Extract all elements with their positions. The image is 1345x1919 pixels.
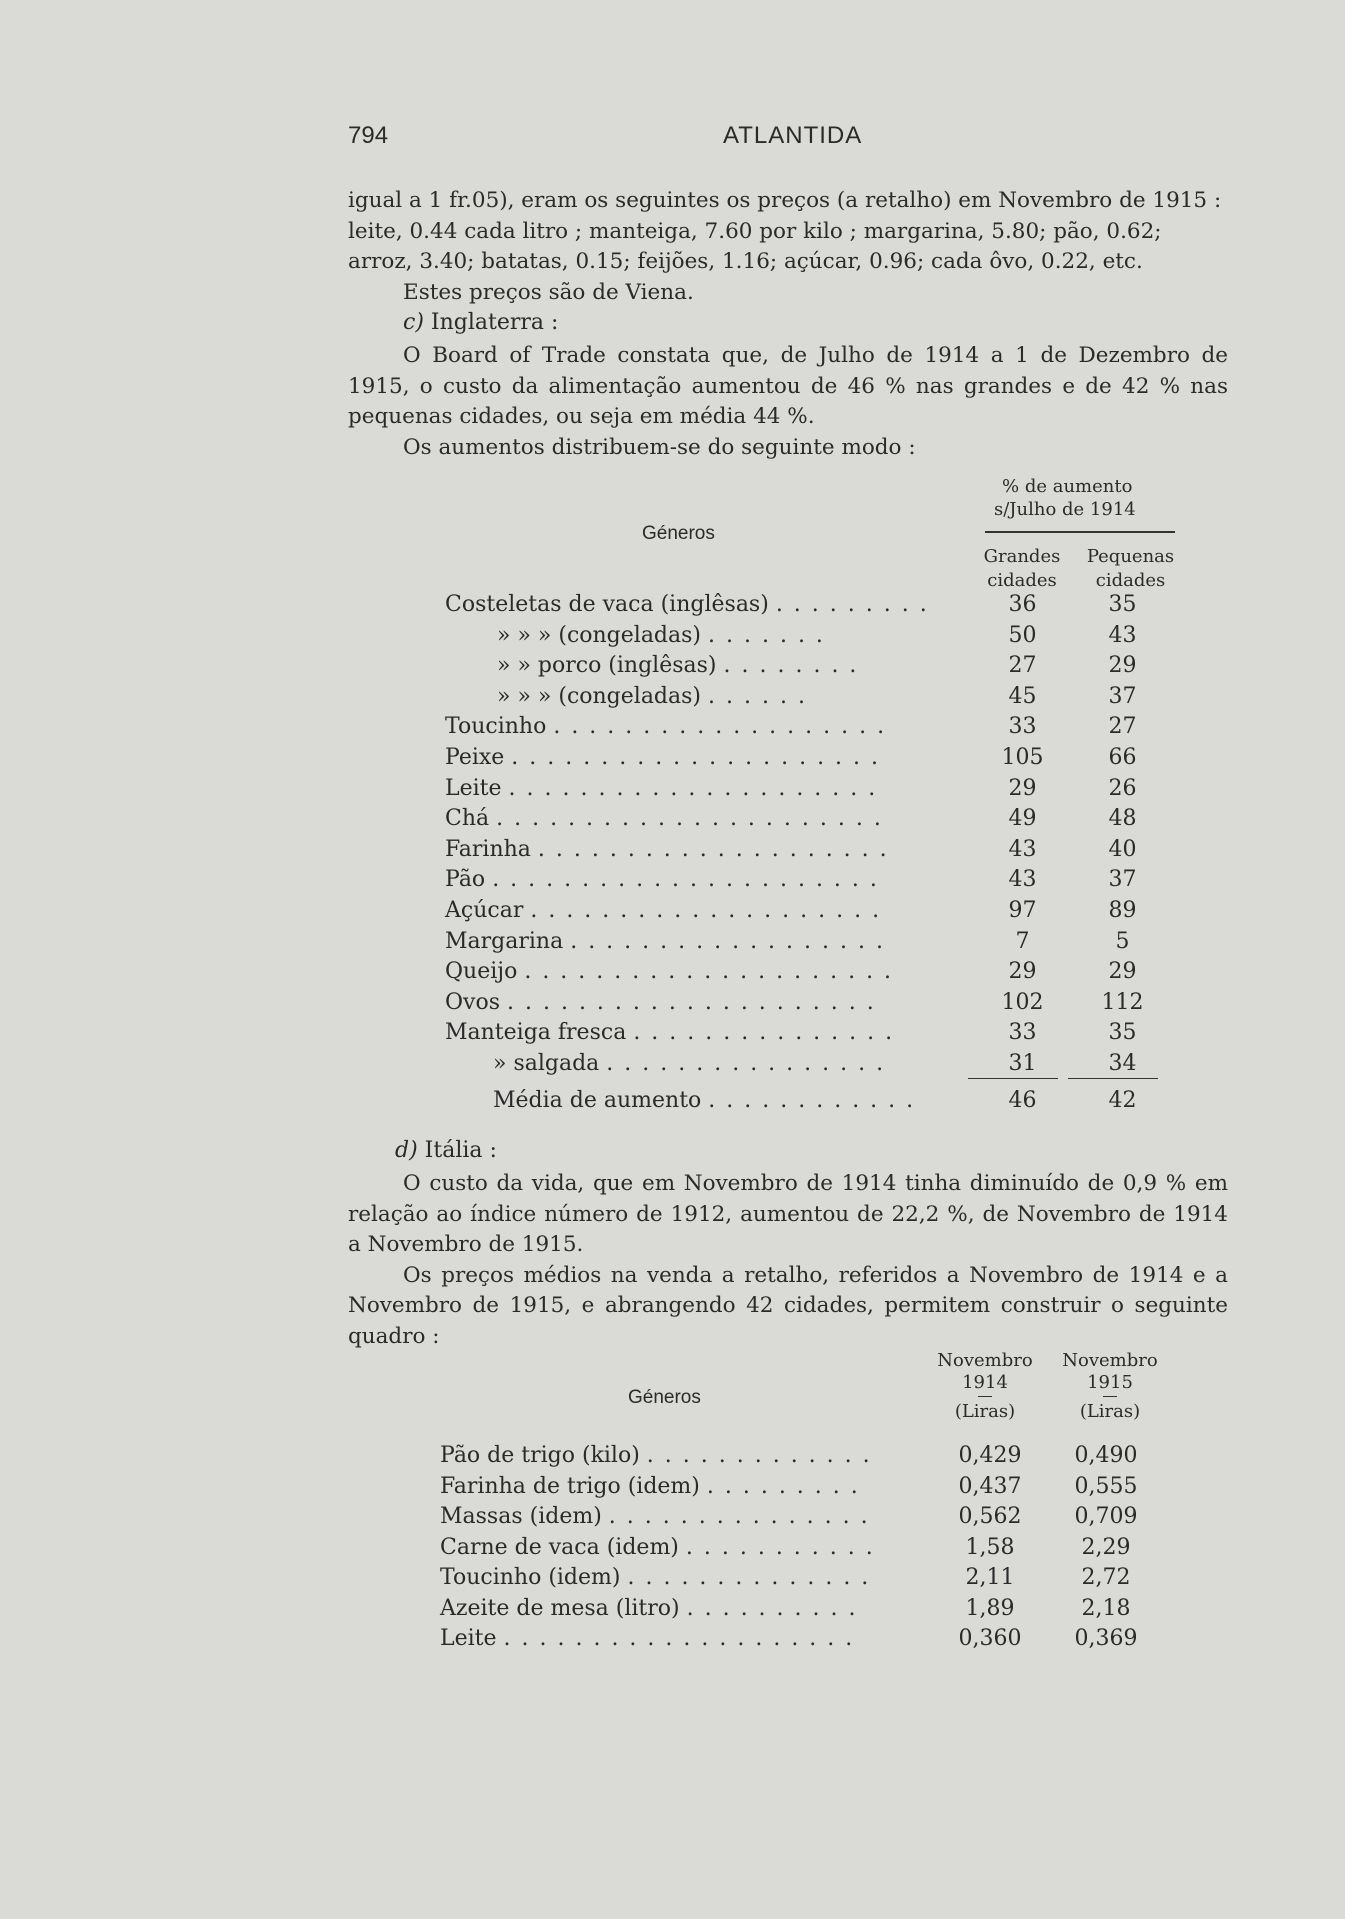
table-row (0, 898, 1345, 928)
column-header-pct: % de aumento (1002, 476, 1133, 497)
table-row (0, 776, 1345, 806)
header-line: cidades (1095, 570, 1166, 591)
table-row (0, 1020, 1345, 1050)
column-header-pequenas (1083, 545, 1178, 593)
header-line: Grandes (983, 546, 1061, 567)
column-header-1915 (1050, 1350, 1170, 1423)
row-label (445, 837, 889, 862)
table-row (0, 959, 1345, 989)
table-row (0, 1504, 1345, 1534)
table-row (0, 653, 1345, 683)
row-label (445, 1020, 894, 1045)
value-pequenas: 26 (1108, 775, 1137, 801)
value-pequenas: 40 (1108, 836, 1137, 862)
row-label (440, 1596, 857, 1621)
row-label (497, 623, 825, 648)
row-label (440, 1626, 854, 1651)
value-1914: 0,360 (958, 1626, 1022, 1651)
paragraph: O custo da vida, que em Novembro de 1914 tinha diminuído de 0,9 % em relação ao índice número de 1912, aumentou de 22,2 %, de Novembro de 1914 a Novembro de 1915. (348, 1171, 1228, 1257)
value-grandes: 43 (1008, 867, 1037, 893)
table-row (0, 806, 1345, 836)
leader-dots: . . . . . . . . . . . . . . . . . . . . . . (492, 867, 879, 893)
leader-dots: . . . . . . . . . . . . . . . (633, 1020, 895, 1046)
table-row (0, 1565, 1345, 1595)
section-d-heading (395, 1138, 497, 1163)
label-text: Peixe (445, 745, 505, 770)
value-grandes: 43 (1008, 836, 1037, 862)
leader-dots: . . . . . . . . . . . . . . . . . . . (553, 714, 887, 740)
row-label (445, 867, 879, 892)
column-header-generos: Géneros (628, 1387, 701, 1408)
label-text: Massas (idem) (440, 1504, 602, 1529)
row-label (493, 1088, 915, 1113)
value-grandes: 33 (1008, 1020, 1037, 1046)
running-title: ATLANTIDA (723, 122, 863, 149)
label-text: » » » (congeladas) (497, 622, 702, 648)
table-row (0, 1535, 1345, 1565)
table-row (0, 990, 1345, 1020)
intro-line: leite, 0.44 cada litro ; manteiga, 7.60 por kilo ; margarina, 5.80; pão, 0.62; (348, 218, 1162, 244)
row-label (445, 714, 886, 739)
header-line: 1915 (1087, 1372, 1133, 1393)
header-line: Novembro (1062, 1350, 1158, 1371)
column-header-since: s/Julho de 1914 (994, 499, 1136, 520)
value-1915: 0,490 (1074, 1443, 1138, 1468)
row-label (497, 684, 807, 709)
row-label (445, 806, 883, 831)
value-grandes: 29 (1008, 775, 1037, 801)
value-pequenas: 5 (1115, 928, 1130, 954)
value-1914: 0,437 (958, 1473, 1022, 1499)
value-grandes: 102 (1001, 989, 1044, 1015)
value-1914: 0,429 (958, 1443, 1022, 1468)
leader-dots: . . . . . . . . . . . . . . (627, 1565, 871, 1590)
section-title: Itália : (424, 1138, 497, 1163)
table-row (0, 592, 1345, 622)
row-label (445, 990, 876, 1015)
row-label (497, 653, 858, 678)
value-grandes: 49 (1008, 806, 1037, 832)
row-label (440, 1565, 870, 1590)
value-pequenas: 29 (1108, 959, 1137, 985)
value-1915: 2,72 (1081, 1565, 1131, 1590)
leader-dots: . . . . . . (708, 683, 807, 709)
row-label (445, 959, 893, 984)
label-text: » » » (congeladas) (497, 683, 702, 709)
label-text: Leite (445, 775, 502, 801)
header-line: (Liras) (1079, 1401, 1141, 1422)
value-pequenas: 48 (1108, 806, 1137, 832)
table-row (0, 714, 1345, 744)
leader-dots: . . . . . . . . . . . . . . . . . . . . . . (496, 806, 883, 832)
table-row (0, 1443, 1345, 1473)
table-row (0, 837, 1345, 867)
leader-dots: . . . . . . . . . . . . . . . . . . . . . (511, 745, 881, 770)
value-1915: 0,369 (1074, 1626, 1138, 1651)
value-pequenas: 43 (1108, 622, 1137, 648)
value-grandes: 7 (1015, 928, 1030, 954)
value-grandes: 31 (1008, 1051, 1037, 1076)
table-row (0, 1596, 1345, 1626)
leader-dots: . . . . . . . . . . . . (708, 1087, 916, 1113)
value-grandes: 45 (1008, 683, 1037, 709)
paragraph: O Board of Trade constata que, de Julho de 1914 a 1 de Dezembro de 1915, o custo da alimentação aumentou de 46 % nas grandes e de 42 % nas pequenas cidades, ou seja em média 44 %. (348, 343, 1228, 429)
label-text: Carne de vaca (idem) (440, 1534, 679, 1560)
value-pequenas: 27 (1108, 714, 1137, 740)
label-text: Açúcar (445, 898, 524, 923)
leader-dots: . . . . . . . . . (775, 592, 929, 617)
value-1914: 0,562 (958, 1504, 1022, 1529)
value-1914: 2,11 (965, 1565, 1015, 1590)
header-rule (985, 531, 1175, 533)
header-line: Novembro (937, 1350, 1033, 1371)
row-label (445, 745, 880, 770)
intro-line: igual a 1 fr.05), eram os seguintes os preços (a retalho) em Novembro de 1915 : (348, 188, 1222, 213)
leader-dots: . . . . . . . . . . . . . . . . . . (570, 928, 885, 954)
label-text: Toucinho (445, 714, 547, 740)
leader-dots: . . . . . . . . . . . . . . . . . . . . . (508, 775, 878, 801)
label-text: » salgada (493, 1051, 600, 1076)
value-grandes: 97 (1008, 898, 1037, 923)
row-label (445, 898, 881, 923)
value-pequenas: 29 (1108, 653, 1137, 679)
label-text: Manteiga fresca (445, 1020, 627, 1046)
value-grandes: 46 (1008, 1087, 1037, 1113)
value-pequenas: 42 (1108, 1087, 1137, 1113)
leader-dots: . . . . . . . . . . . (685, 1534, 875, 1560)
value-grandes: 50 (1008, 622, 1037, 648)
value-grandes: 27 (1008, 653, 1037, 679)
intro-paragraph (348, 186, 1228, 308)
paragraph: Os aumentos distribuem-se do seguinte modo : (403, 434, 916, 460)
section-c-heading (403, 310, 558, 335)
column-header-1914 (925, 1350, 1045, 1423)
value-1915: 2,18 (1081, 1595, 1131, 1621)
value-pequenas: 34 (1108, 1051, 1137, 1076)
value-1915: 0,555 (1074, 1473, 1138, 1499)
sum-rule (968, 1078, 1058, 1079)
table-row (0, 1626, 1345, 1656)
header-line: (Liras) (954, 1401, 1016, 1422)
section-marker: d) (395, 1138, 418, 1163)
table-row (0, 1051, 1345, 1081)
value-grandes: 29 (1008, 959, 1037, 985)
leader-dots: . . . . . . . . (723, 653, 859, 679)
header-line: 1914 (962, 1372, 1008, 1393)
label-text: Pão de trigo (kilo) (440, 1443, 640, 1468)
section-c-body (348, 341, 1228, 463)
value-1914: 1,89 (965, 1595, 1015, 1621)
value-grandes: 33 (1008, 714, 1037, 740)
label-text: Pão (445, 867, 486, 893)
table-row (0, 867, 1345, 897)
leader-dots: . . . . . . . . . . . . . . . . (606, 1051, 886, 1076)
table-row (0, 929, 1345, 959)
leader-dots: . . . . . . . . . . . . . . . (608, 1504, 870, 1529)
row-label (440, 1443, 872, 1468)
value-grandes: 36 (1008, 592, 1037, 617)
value-pequenas: 66 (1108, 745, 1137, 770)
table-row (0, 1474, 1345, 1504)
leader-dots: . . . . . . . (708, 622, 825, 648)
column-header-grandes (982, 545, 1062, 593)
value-pequenas: 35 (1108, 592, 1137, 617)
label-text: Queijo (445, 959, 518, 985)
value-1915: 0,709 (1074, 1504, 1138, 1529)
intro-line: arroz, 3.40; batatas, 0.15; feijões, 1.16; açúcar, 0.96; cada ôvo, 0.22, etc. (348, 249, 1143, 274)
section-marker: c) (403, 310, 424, 335)
leader-dots: . . . . . . . . . . . . . (646, 1443, 872, 1468)
label-text: Chá (445, 806, 490, 832)
leader-dots: . . . . . . . . . . . . . . . . . . . . (530, 898, 882, 923)
row-label (440, 1504, 870, 1529)
label-text: Azeite de mesa (litro) (440, 1595, 680, 1621)
leader-dots: . . . . . . . . . (706, 1473, 860, 1499)
table-row (0, 745, 1345, 775)
value-pequenas: 89 (1108, 898, 1137, 923)
table-row (0, 623, 1345, 653)
page-number: 794 (348, 122, 389, 149)
row-label (440, 1474, 860, 1499)
row-label (445, 929, 885, 954)
row-label (440, 1535, 875, 1560)
label-text: Toucinho (idem) (440, 1565, 621, 1590)
label-text: Ovos (445, 989, 500, 1015)
label-text: Farinha (445, 836, 531, 862)
intro-line: Estes preços são de Viena. (403, 279, 694, 305)
table-row (0, 684, 1345, 714)
value-pequenas: 112 (1101, 989, 1144, 1015)
row-label (493, 1051, 885, 1076)
value-grandes: 105 (1001, 745, 1044, 770)
value-pequenas: 37 (1108, 867, 1137, 893)
leader-dots: . . . . . . . . . . . . . . . . . . . . . (524, 959, 894, 985)
label-text: Costeletas de vaca (inglêsas) (445, 592, 769, 617)
leader-dots: . . . . . . . . . . (686, 1595, 858, 1621)
sum-rule (1068, 1078, 1158, 1079)
label-text: Média de aumento (493, 1087, 702, 1113)
leader-dots: . . . . . . . . . . . . . . . . . . . . (537, 836, 889, 862)
value-pequenas: 37 (1108, 683, 1137, 709)
header-line: cidades (987, 570, 1057, 591)
label-text: Leite (440, 1626, 497, 1651)
row-label (445, 592, 929, 617)
section-title: Inglaterra : (430, 310, 559, 335)
leader-dots: . . . . . . . . . . . . . . . . . . . . (503, 1626, 855, 1651)
value-1914: 1,58 (965, 1534, 1015, 1560)
paragraph: Os preços médios na venda a retalho, referidos a Novembro de 1914 e a Novembro de 1915, e abrangendo 42 cidades, permitem construir o seguinte quadro : (348, 1262, 1228, 1349)
column-header-generos: Géneros (642, 523, 715, 544)
label-text: Farinha de trigo (idem) (440, 1473, 700, 1499)
header-line: Pequenas (1086, 546, 1175, 567)
value-pequenas: 35 (1108, 1020, 1137, 1046)
label-text: » » porco (inglêsas) (497, 653, 717, 679)
label-text: Margarina (445, 928, 564, 954)
value-1915: 2,29 (1081, 1534, 1131, 1560)
table-row (0, 1088, 1345, 1118)
row-label (445, 776, 877, 801)
section-d-body (348, 1169, 1228, 1352)
leader-dots: . . . . . . . . . . . . . . . . . . . . . (507, 989, 876, 1015)
